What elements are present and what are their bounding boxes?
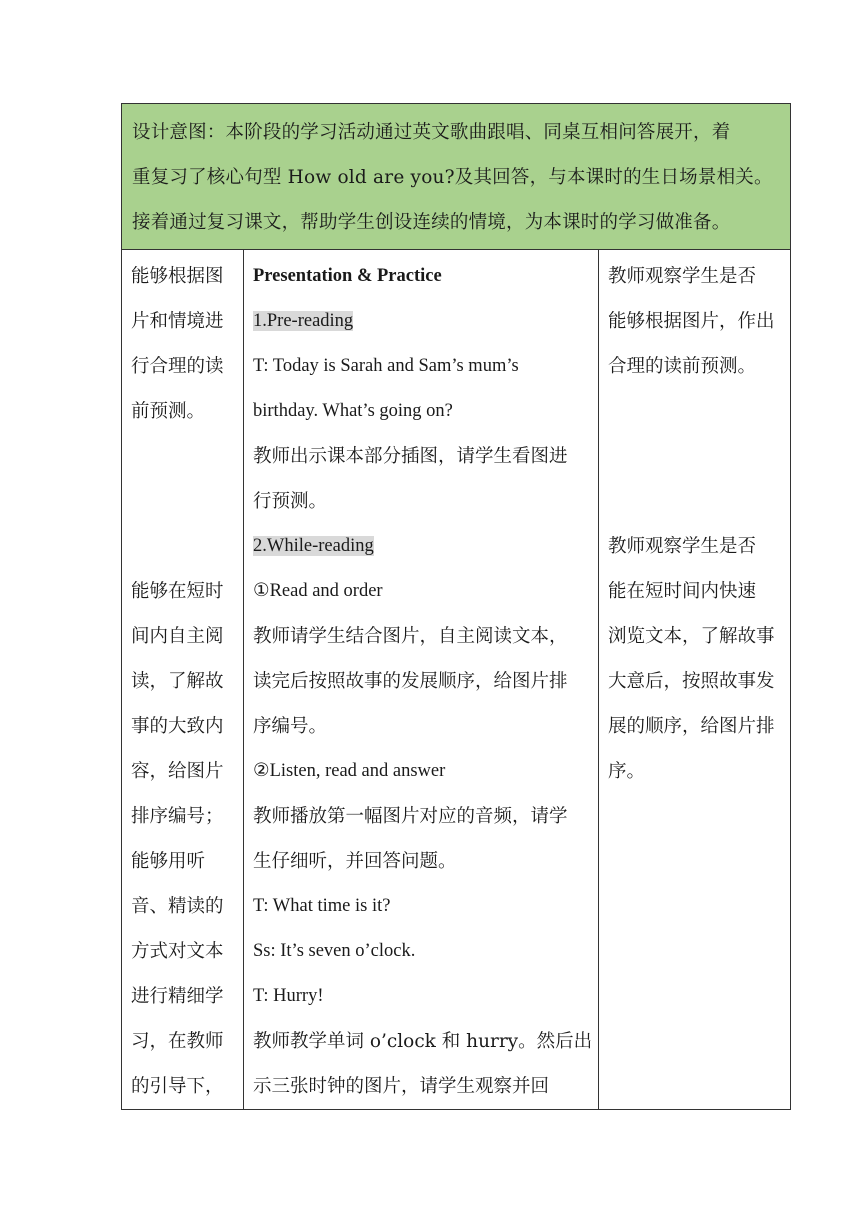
spacer <box>131 524 235 569</box>
assessment-cell <box>599 250 791 1110</box>
activity-line: 序编号。 <box>253 716 328 737</box>
assessment-line: 教师观察学生是否 <box>608 536 757 557</box>
activity-line: 教师播放第一幅图片对应的音频，请学 <box>253 806 568 827</box>
objective-line: 行合理的读 <box>131 356 224 377</box>
activities-cell <box>244 250 599 1110</box>
assessment-line: 大意后，按照故事发 <box>608 671 775 692</box>
activity-line: Ss: It’s seven o’clock. <box>253 941 416 961</box>
objective-line: 事的大致内 <box>131 716 224 737</box>
activity-line: T: What time is it? <box>253 896 391 916</box>
objective-line: 能够根据图 <box>131 266 224 287</box>
activity-line: 生仔细听，并回答问题。 <box>253 851 457 872</box>
assessment-line: 能够根据图片，作出 <box>608 311 775 332</box>
objective-line: 排序编号； <box>131 806 224 827</box>
design-intent-line: 接着通过复习课文，帮助学生创设连续的情境，为本课时的学习做准备。 <box>132 212 731 233</box>
design-intent-row <box>122 104 791 250</box>
objective-line: 能够用听 <box>131 851 206 872</box>
activity-line: 行预测。 <box>253 491 328 512</box>
activity-line: 教师教学单词 o’clock 和 hurry。然后出 <box>253 1031 593 1052</box>
objective-line: 读，了解故 <box>131 671 224 692</box>
design-intent-line: 设计意图：本阶段的学习活动通过英文歌曲跟唱、同桌互相问答展开，着 <box>132 122 731 143</box>
spacer <box>608 479 784 524</box>
objective-line: 间内自主阅 <box>131 626 224 647</box>
spacer <box>608 434 784 479</box>
section-heading: Presentation & Practice <box>253 266 442 286</box>
lesson-plan-table <box>121 103 791 1110</box>
assessment-line: 教师观察学生是否 <box>608 266 757 287</box>
objective-line: 习，在教师 <box>131 1031 224 1052</box>
assessment-line: 合理的读前预测。 <box>608 356 757 377</box>
spacer <box>131 434 235 479</box>
design-intent-cell <box>122 104 791 250</box>
activity-line: 读完后按照故事的发展顺序，给图片排 <box>253 671 568 692</box>
objective-line: 片和情境进 <box>131 311 224 332</box>
objective-line: 进行精细学 <box>131 986 224 1007</box>
while-reading-label: 2.While-reading <box>253 536 374 556</box>
spacer <box>131 479 235 524</box>
activity-line: ①Read and order <box>253 581 383 601</box>
activity-line: ②Listen, read and answer <box>253 761 446 781</box>
objective-line: 能够在短时 <box>131 581 224 602</box>
assessment-line: 序。 <box>608 761 646 782</box>
assessment-line: 展的顺序，给图片排 <box>608 716 775 737</box>
objective-line: 的引导下， <box>131 1076 224 1097</box>
activity-line: T: Hurry! <box>253 986 324 1006</box>
spacer <box>608 389 784 434</box>
activity-line: 示三张时钟的图片，请学生观察并回 <box>253 1076 550 1097</box>
assessment-line: 浏览文本，了解故事 <box>608 626 775 647</box>
objective-line: 音、精读的 <box>131 896 224 917</box>
objective-line: 方式对文本 <box>131 941 224 962</box>
activity-line: 教师出示课本部分插图，请学生看图进 <box>253 446 568 467</box>
objective-line: 容，给图片 <box>131 761 224 782</box>
pre-reading-label: 1.Pre-reading <box>253 311 354 331</box>
activity-line: birthday. What’s going on? <box>253 401 453 421</box>
objectives-cell <box>122 250 244 1110</box>
assessment-line: 能在短时间内快速 <box>608 581 757 602</box>
objective-line: 前预测。 <box>131 401 206 422</box>
design-intent-line: 重复习了核心句型 How old are you?及其回答，与本课时的生日场景相关。 <box>132 167 773 188</box>
activity-line: 教师请学生结合图片，自主阅读文本， <box>253 626 568 647</box>
content-row <box>122 250 791 1110</box>
activity-line: T: Today is Sarah and Sam’s mum’s <box>253 356 519 376</box>
